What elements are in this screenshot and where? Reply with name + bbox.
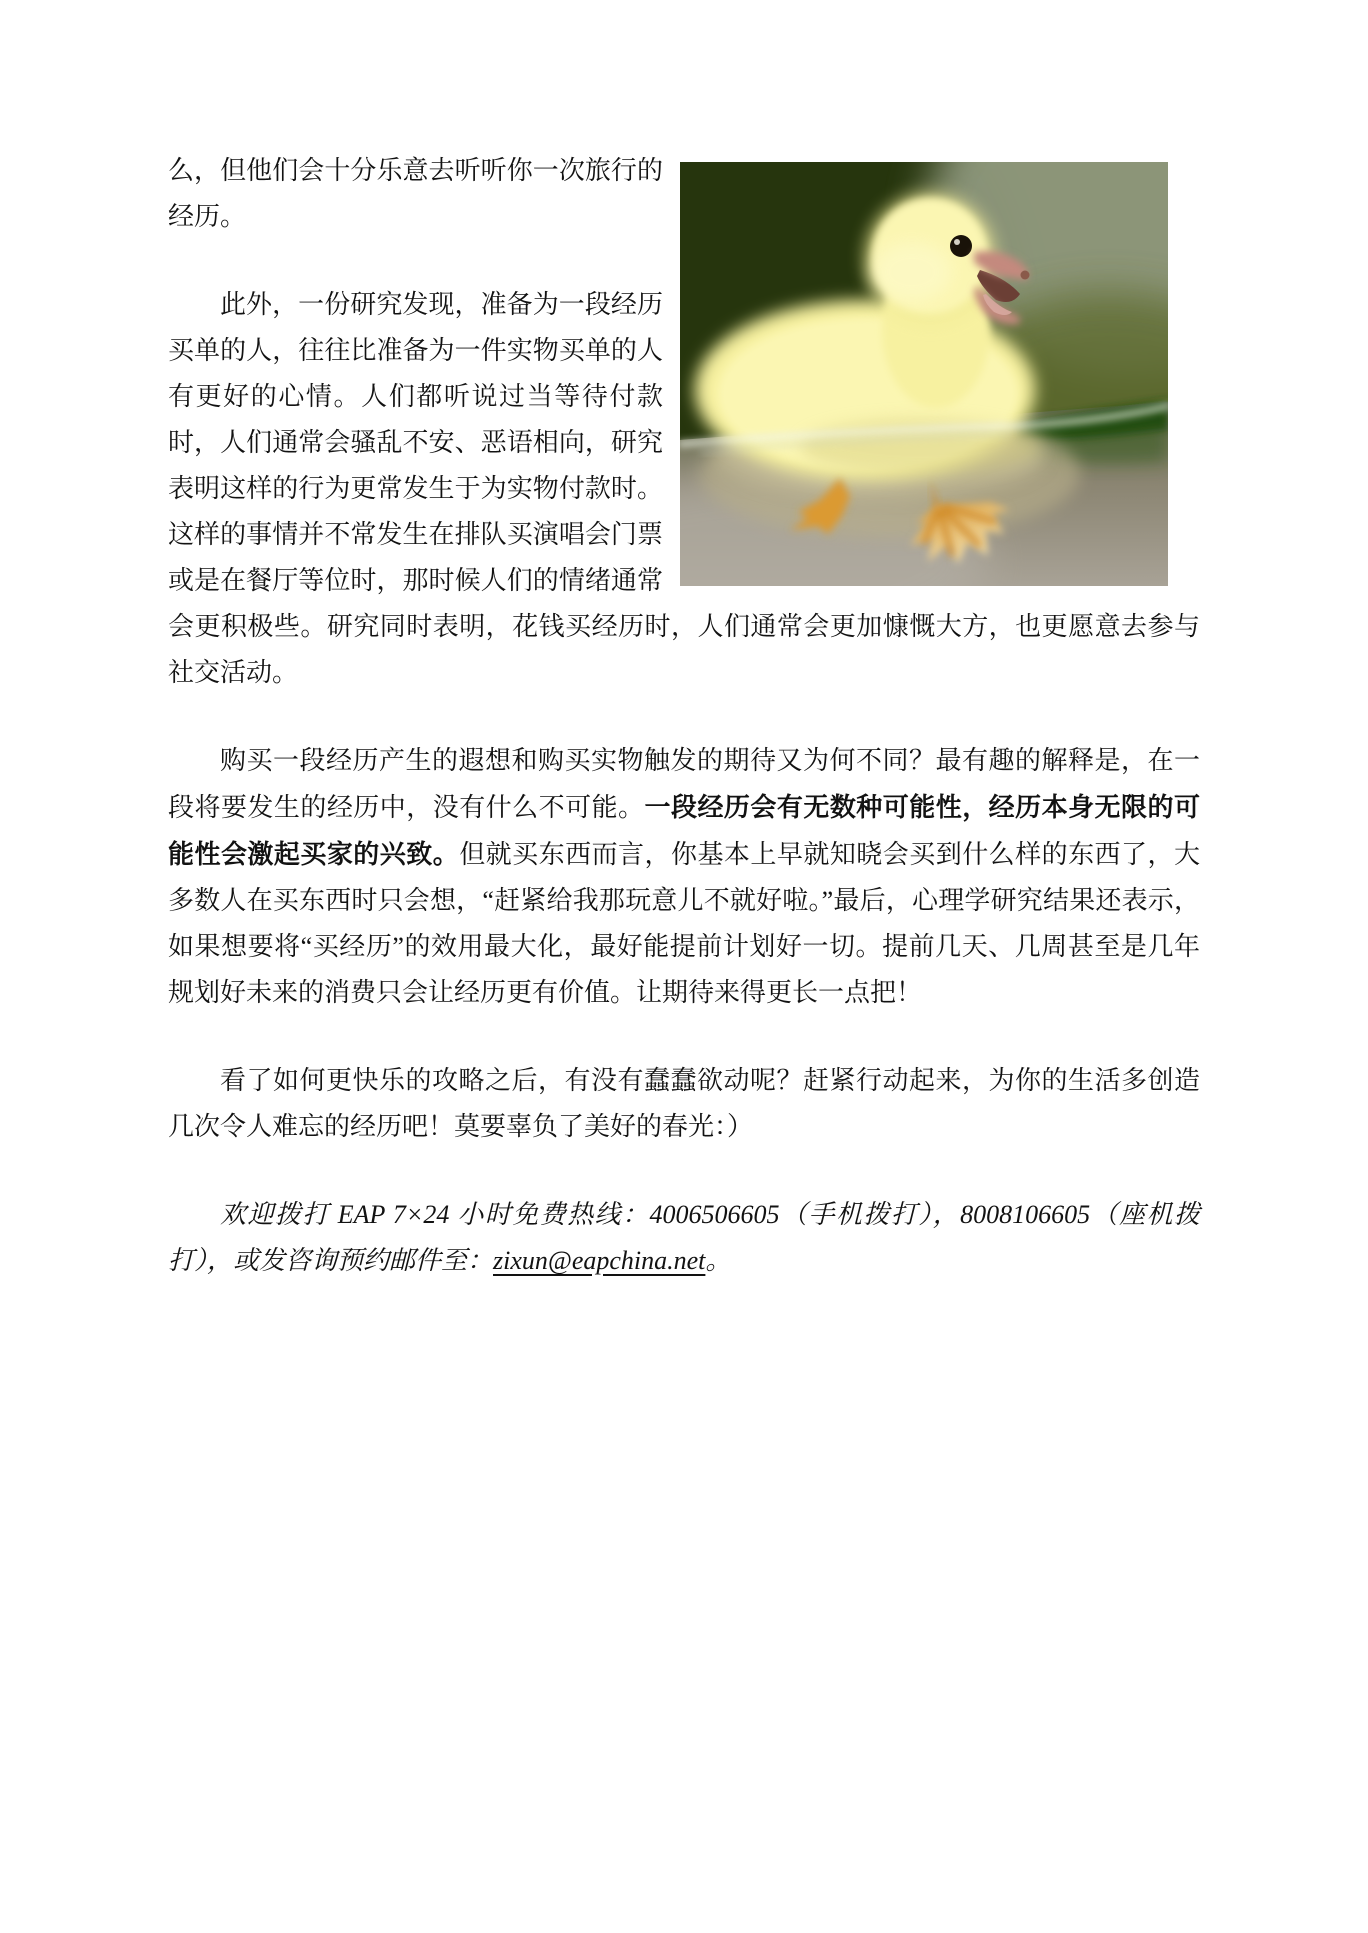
paragraph-explanation-tail: 但就买东西而言，你基本上早就知晓会买到什么样的东西了，大多数人在买东西时只会想，“赶紧给我那玩意儿不就好啦。”最后，心理学研究结果还表示，如果想要将“买经历”的效用最大化，最好能提前计划好一切。提前几天、几周甚至是几年规划好未来的消费只会让经历更有价值。让期待来得更长一点把！ bbox=[168, 840, 1200, 1007]
paragraph-callout: 看了如何更快乐的攻略之后，有没有蠢蠢欲动呢？赶紧行动起来，为你的生活多创造几次令人难忘的经历吧！莫要辜负了美好的春光：） bbox=[168, 1066, 1200, 1141]
contact-text: 欢迎拨打 EAP 7×24 小时免费热线：4006506605（手机拨打），8008106605（座机拨打），或发咨询预约邮件至： bbox=[168, 1200, 1200, 1275]
paragraph-explanation bbox=[168, 738, 1200, 1016]
paragraph-contact bbox=[168, 1192, 1200, 1284]
paragraph-continuation: 么，但他们会十分乐意去听听你一次旅行的经历。 bbox=[168, 156, 663, 231]
paragraph-explanation-lead: 购买一段经历产生的遐想和购买实物触发的期待又为何不同？最有趣的解释是，在一段将要发生的经历中，没有什么不可能。 bbox=[168, 746, 1200, 822]
article-body bbox=[168, 148, 1200, 1326]
paragraph-research: 此外，一份研究发现，准备为一段经历买单的人，往往比准备为一件实物买单的人有更好的心情。人们都听说过当等待付款时，人们通常会骚乱不安、恶语相向，研究表明这样的行为更常发生于为实物付款时。这样的事情并不常发生在排队买演唱会门票或是在餐厅等位时，那时候人们的情绪通常会更积极些。研究同时表明，花钱买经历时，人们通常会更加慷慨大方，也更愿意去参与社交活动。 bbox=[168, 290, 1200, 687]
duckling-photo-graphic bbox=[680, 162, 1168, 586]
duckling-beak-tip bbox=[1021, 271, 1030, 280]
email-link[interactable]: zixun@eapchina.net bbox=[493, 1246, 706, 1275]
duckling-eye-glint bbox=[954, 239, 960, 245]
duckling-cheek bbox=[872, 242, 952, 302]
paragraph-explanation-bold: 一段经历会有无数种可能性，经历本身无限的可能性会激起买家的兴致。 bbox=[168, 792, 1200, 869]
duckling-photo bbox=[680, 162, 1168, 586]
duckling-eye bbox=[950, 235, 972, 257]
contact-text-suffix: 。 bbox=[705, 1246, 732, 1275]
